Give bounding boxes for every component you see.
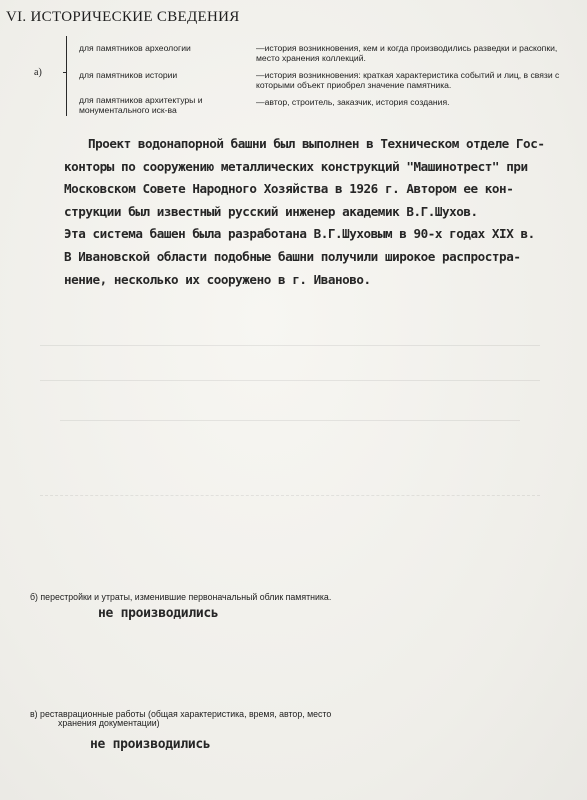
typed-line: Московском Совете Народного Хозяйства в 1926 г. Автором ее кон-: [64, 181, 514, 197]
typed-line: Проект водонапорной башни был выполнен в Техническом отделе Гос-: [88, 136, 545, 151]
brace-tick: [63, 72, 67, 73]
part-b-answer: не производились: [98, 606, 219, 621]
row-architecture-label: для памятников архитектуры и монументального иск-ва: [79, 95, 203, 115]
typed-historical-text: [64, 133, 584, 291]
bleed-through-line: [40, 495, 540, 497]
part-a-marker: а): [34, 67, 42, 78]
brace: [66, 36, 71, 116]
bleed-through-line: [40, 380, 540, 382]
typed-line: струкции был известный русский инженер академик В.Г.Шухов.: [64, 203, 478, 219]
part-v-label-line1: в) реставрационные работы (общая характеристика, время, автор, место: [30, 709, 332, 719]
row-history-label: для памятников истории: [79, 70, 178, 80]
typed-line: конторы по сооружению металлических конструкций "Машинотрест" при: [64, 158, 528, 174]
row-archaeology-label: для памятников археологии: [79, 43, 191, 53]
part-b-label: б) перестройки и утраты, изменившие первоначальный облик памятника.: [30, 592, 332, 602]
bleed-through-line: [60, 420, 520, 422]
typed-line: нение, несколько их сооружено в г. Иваново.: [64, 271, 371, 287]
bleed-through-line: [40, 345, 540, 347]
row-history-description: —история возникновения: краткая характеристика событий и лиц, в связи с которыми объект приобрел значение памятника.: [256, 70, 560, 90]
part-v-label-line2: хранения документации): [58, 718, 160, 728]
typed-line: В Ивановской области подобные башни получили широкое распростра-: [64, 248, 521, 264]
section-title: VI. ИСТОРИЧЕСКИЕ СВЕДЕНИЯ: [6, 9, 240, 25]
row-archaeology-description: —история возникновения, кем и когда производились разведки и раскопки, место хранения коллекций.: [256, 43, 558, 63]
typed-line: Эта система башен была разработана В.Г.Шуховым в 90-х годах XIX в.: [64, 226, 535, 242]
part-v-answer: не производились: [90, 737, 211, 752]
row-architecture-description: —автор, строитель, заказчик, история создания.: [256, 97, 450, 107]
